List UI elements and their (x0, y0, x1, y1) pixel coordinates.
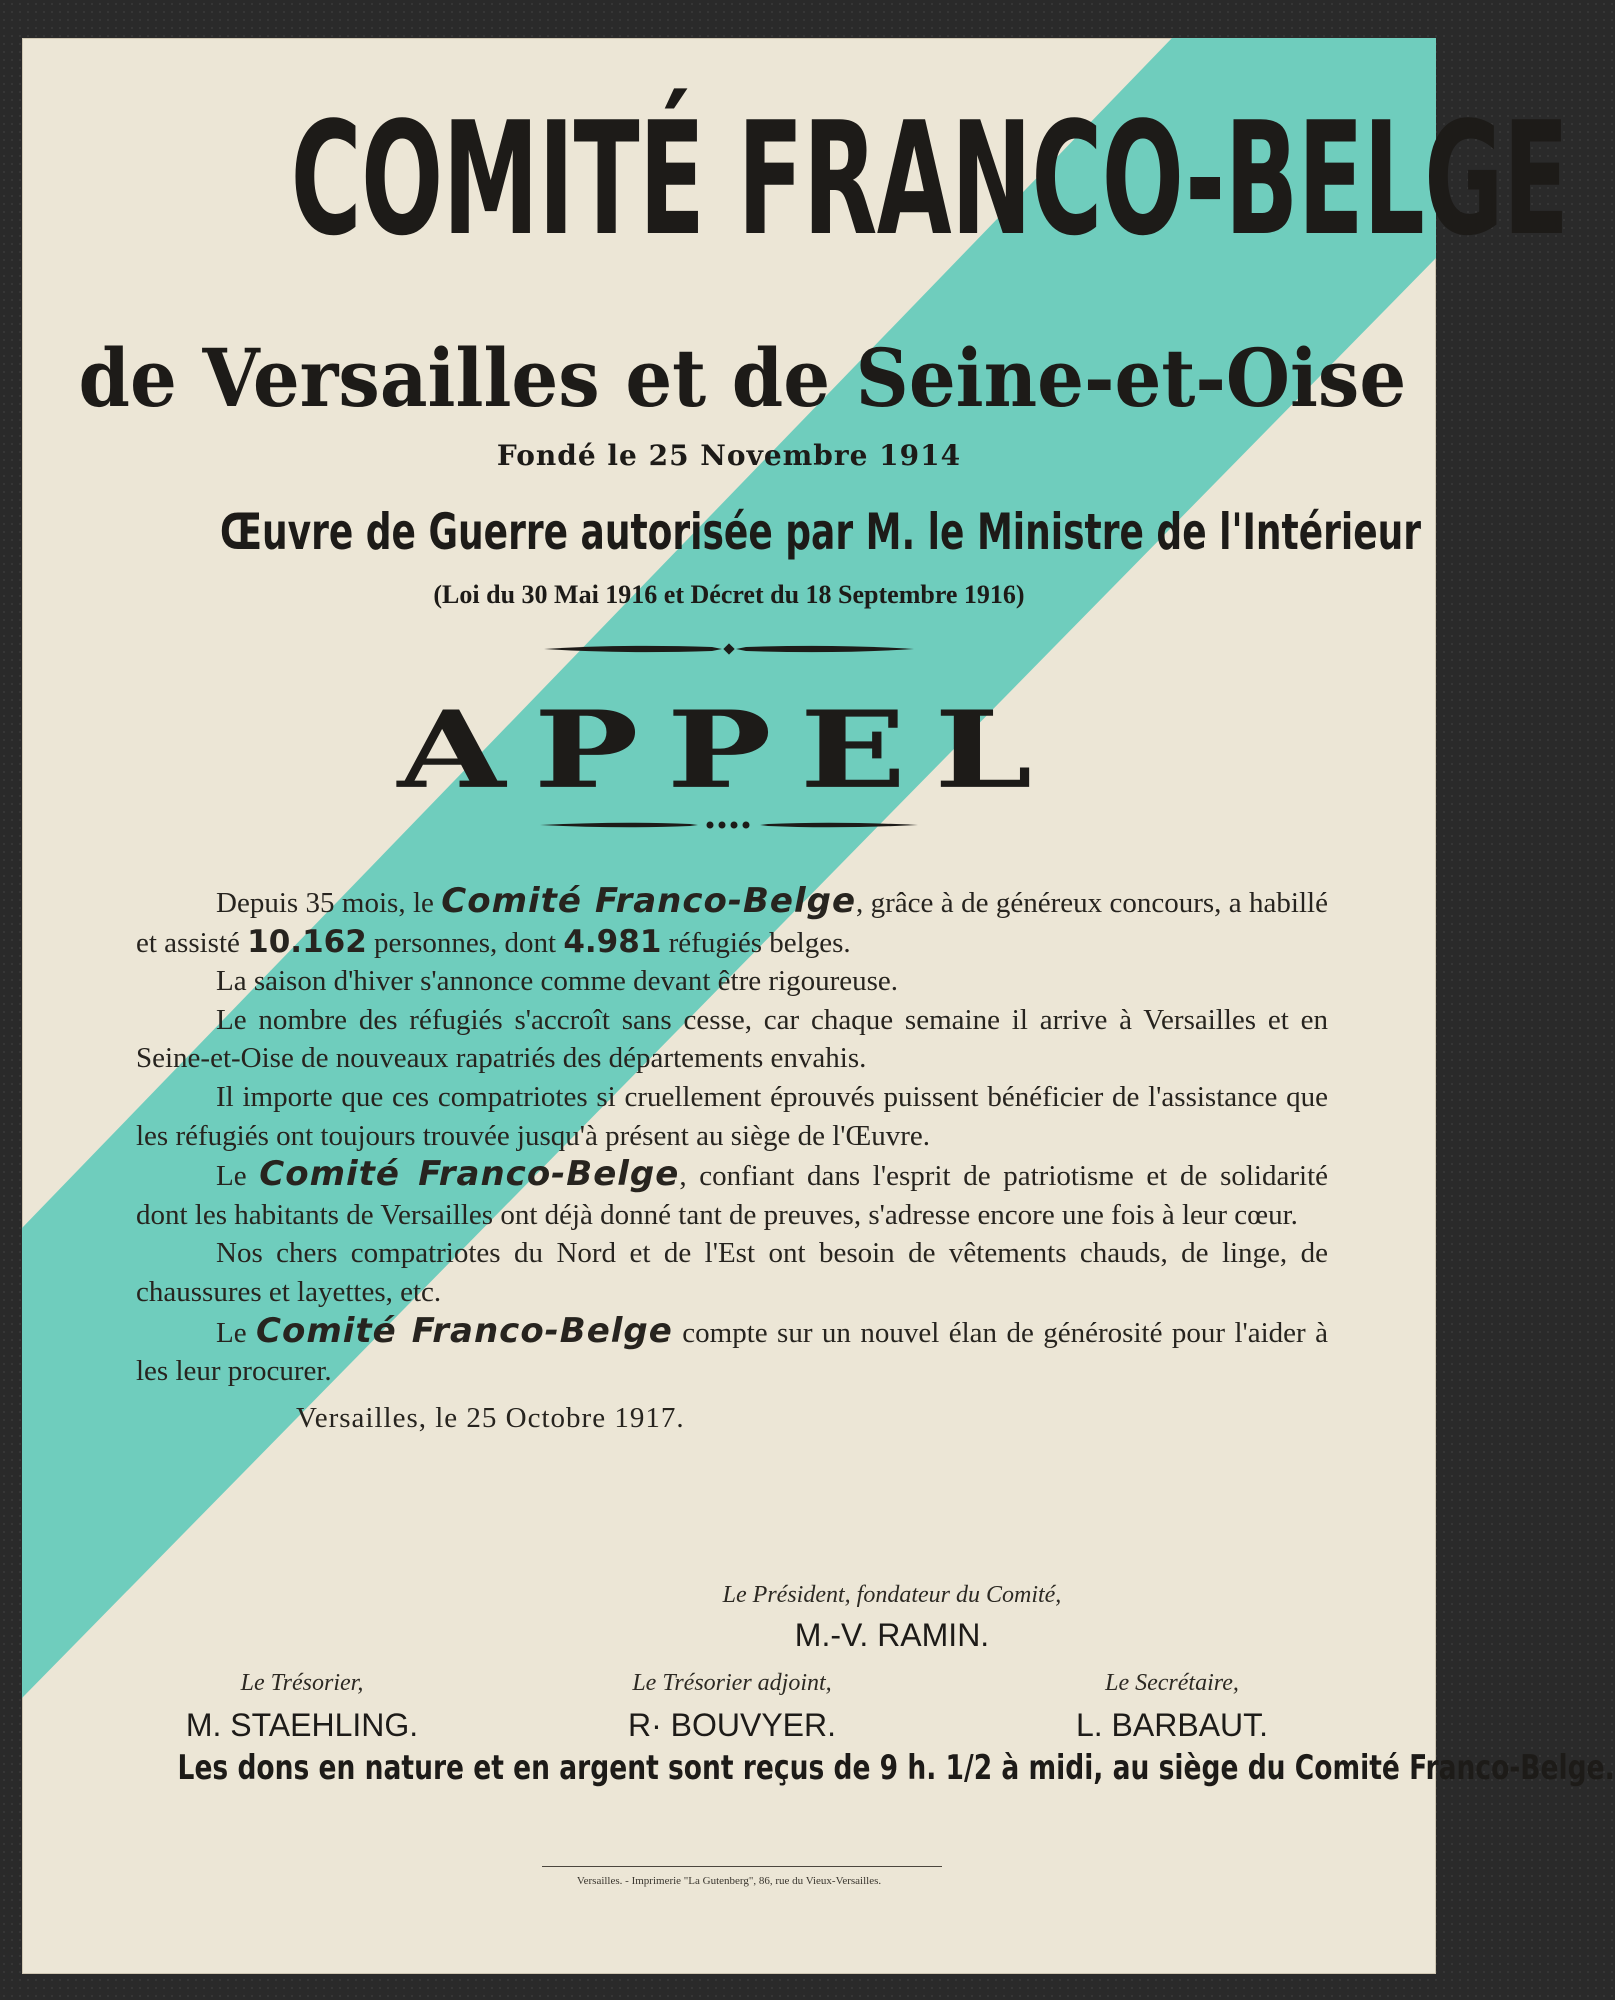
committee-name: Comité Franco-Belge (259, 1154, 680, 1195)
law-reference: (Loi du 30 Mai 1916 et Décret du 18 Septembre 1916) (433, 580, 1025, 609)
printer-imprint: Versailles. - Imprimerie "La Gutenberg", 86, rue du Vieux-Versailles. (576, 1875, 882, 1887)
donations-note: Les dons en nature et en argent sont reçus de 9 h. 1/2 à midi, au siège du Comité Franco-Belge. (177, 1748, 1615, 1788)
founded-date: Fondé le 25 Novembre 1914 (496, 439, 962, 472)
poster-title: COMITÉ FRANCO-BELGE (290, 88, 1569, 270)
paragraph-3: Le nombre des réfugiés s'accroît sans cesse, car chaque semaine il arrive à Versailles et en Seine-et-Oise de nouveaux rapatriés des départements envahis. (136, 1003, 1328, 1075)
deputy-treasurer-role: Le Trésorier adjoint, (632, 1670, 832, 1696)
treasurer-role: Le Trésorier, (240, 1670, 364, 1696)
paragraph-4: Il importe que ces compatriotes si cruellement éprouvés puissent bénéficier de l'assistance que les réfugiés ont toujours trouvée jusqu'à présent au siège de l'Œuvre. (136, 1080, 1328, 1152)
paragraph-5: Le Comité Franco-Belge, confiant dans l'esprit de patriotisme et de solidarité dont les habitants de Versailles ont déjà donné tant de preuves, s'adresse encore une fois à leur cœur. (136, 1154, 1328, 1231)
imprint-divider (542, 1866, 942, 1867)
poster (22, 38, 1615, 1974)
paragraph-1: Depuis 35 mois, le Comité Franco-Belge, grâce à de généreux concours, a habillé et assisté 10.162 personnes, dont 4.981 réfugiés belges. (136, 881, 1328, 960)
appeal-heading: APPEL (397, 687, 1061, 813)
paragraph-2: La saison d'hiver s'annonce comme devant être rigoureuse. (216, 965, 899, 998)
committee-name: Comité Franco-Belge (256, 1310, 673, 1351)
poster-content (22, 38, 1615, 1974)
treasurer-name: M. STAEHLING. (185, 1707, 419, 1743)
secretary-role: Le Secrétaire, (1105, 1670, 1239, 1696)
authorization-line: Œuvre de Guerre autorisée par M. le Ministre de l'Intérieur (219, 503, 1422, 561)
paragraph-7: Le Comité Franco-Belge compte sur un nouvel élan de générosité pour l'aider à les leur procurer. (136, 1310, 1329, 1388)
deputy-treasurer-name: R· BOUVYER. (627, 1707, 837, 1743)
secretary-name: L. BARBAUT. (1075, 1707, 1269, 1743)
appeal-body (136, 882, 1328, 1437)
poster-subtitle: de Versailles et de Seine-et-Oise (78, 331, 1407, 425)
persons-count: 10.162 (247, 923, 367, 960)
president-name: M.-V. RAMIN. (794, 1617, 990, 1653)
paragraph-6: Nos chers compatriotes du Nord et de l'Est ont besoin de vêtements chauds, de linge, de chaussures et layettes, etc. (136, 1237, 1328, 1308)
president-role: Le Président, fondateur du Comité, (722, 1582, 1062, 1608)
date-line: Versailles, le 25 Octobre 1917. (296, 1401, 685, 1434)
ornament-rule-top (22, 642, 1436, 656)
refugees-count: 4.981 (563, 923, 662, 960)
committee-name: Comité Franco-Belge (441, 881, 857, 921)
ornament-rule-bottom (22, 818, 1436, 832)
